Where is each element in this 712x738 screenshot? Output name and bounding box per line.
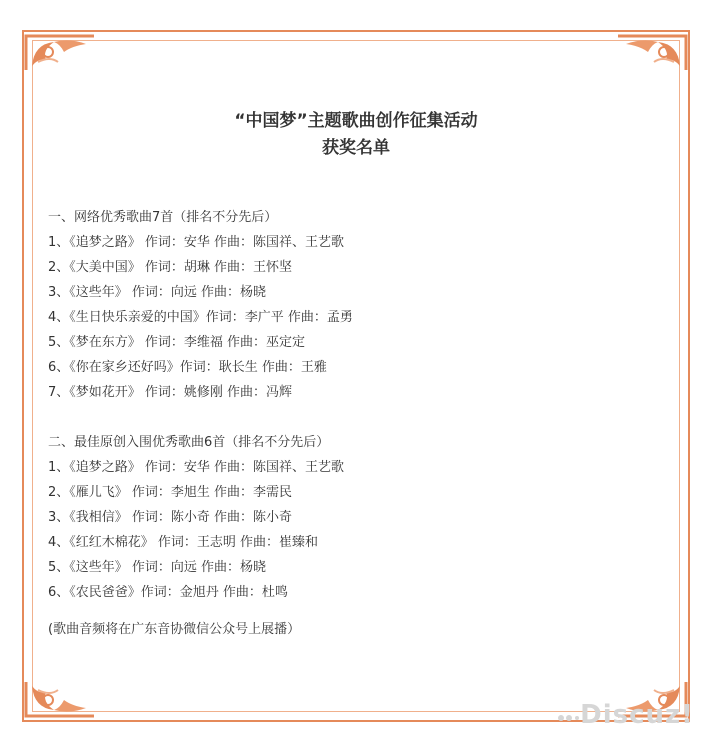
list-item: 5、《梦在东方》 作词：李维福 作曲：巫定定 bbox=[48, 335, 306, 350]
section1-heading: 一、网络优秀歌曲7首（排名不分先后） bbox=[48, 210, 278, 225]
page-title: “中国梦”主题歌曲创作征集活动 bbox=[234, 111, 478, 131]
list-item: 7、《梦如花开》 作词：姚修刚 作曲：冯辉 bbox=[48, 385, 293, 400]
section2-heading: 二、最佳原创入围优秀歌曲6首（排名不分先后） bbox=[48, 435, 330, 450]
footnote: (歌曲音频将在广东音协微信公众号上展播） bbox=[48, 622, 301, 637]
floral-corner-icon bbox=[24, 680, 98, 720]
list-item: 1、《追梦之路》 作词：安华 作曲：陈国祥、王艺歌 bbox=[48, 460, 345, 475]
watermark-text: Discuz! bbox=[580, 700, 694, 730]
list-item: 3、《我相信》 作词：陈小奇 作曲：陈小奇 bbox=[48, 510, 293, 525]
list-item: 6、《你在家乡还好吗》作词：耿长生 作曲：王雅 bbox=[48, 360, 327, 375]
floral-corner-icon bbox=[24, 32, 98, 72]
list-item: 6、《农民爸爸》作词：金旭丹 作曲：杜鸣 bbox=[48, 585, 288, 600]
floral-corner-icon bbox=[614, 32, 688, 72]
list-item: 5、《这些年》 作词：向远 作曲：杨晓 bbox=[48, 560, 267, 575]
page-subtitle: 获奖名单 bbox=[322, 138, 390, 158]
list-item: 3、《这些年》 作词：向远 作曲：杨晓 bbox=[48, 285, 267, 300]
discuz-logo-icon bbox=[556, 712, 580, 724]
list-item: 2、《大美中国》 作词：胡琳 作曲：王怀坚 bbox=[48, 260, 293, 275]
list-item: 4、《生日快乐亲爱的中国》作词：李广平 作曲：孟勇 bbox=[48, 310, 353, 325]
award-list bbox=[48, 205, 668, 642]
list-item: 1、《追梦之路》 作词：安华 作曲：陈国祥、王艺歌 bbox=[48, 235, 345, 250]
section-spacer bbox=[48, 405, 668, 430]
list-item: 2、《雁儿飞》 作词：李旭生 作曲：李需民 bbox=[48, 485, 293, 500]
list-item: 4、《红红木棉花》 作词：王志明 作曲：崔臻和 bbox=[48, 535, 319, 550]
